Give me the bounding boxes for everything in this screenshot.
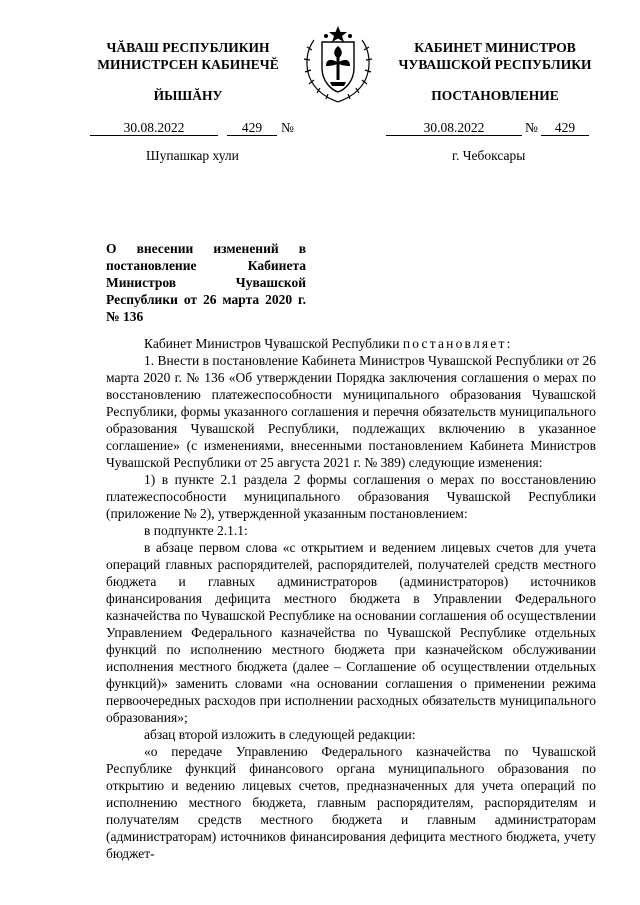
intro-verb: постановляет: [402,336,513,351]
paragraph-6: «о передаче Управлению Федерального казначейства по Чувашской Республике функций финансового органа муниципального образования по открытию и ведению лицевых счетов, предназначенных для учета операций по исполнению местного бюджета, главным распорядителям, распорядителям и получателям средств местного бюджета и главным администраторам (администраторам) источников финансирования дефицита местного бюджета, учету бюджет- [106,744,596,861]
paragraph-2: 1) в пункте 2.1 раздела 2 формы соглашения о мерах по восстановлению платежеспособности муниципального образования Чувашской Республики (приложение № 2), утвержденной указанным постановлением: [106,472,596,521]
paragraph-3: в подпункте 2.1.1: [144,523,248,538]
header-right-line2: ЧУВАШСКОЙ РЕСПУБЛИКИ [398,57,592,72]
header-right [380,39,610,73]
paragraph-1: 1. Внести в постановление Кабинета Министров Чувашской Республики от 26 марта 2020 г. № 136 «Об утверждении Порядка заключения соглашения о мерах по восстановлению платежеспособности муниципального образования Чувашской Республики, формы указанного соглашения и перечня обязательств муниципального образования Чувашской Республики, подлежащих включению в указанное соглашение» (с изменениями, внесенными постановлением Кабинета Министров Чувашской Республики от 25 августа 2021 г. № 389) следующие изменения: [106,353,596,470]
right-date: 30.08.2022 [386,120,522,136]
header-left-line1: ЧĂВАШ РЕСПУБЛИКИН [106,40,270,55]
document-type-left: ЙЫШĂНУ [153,88,223,103]
document-type-right: ПОСТАНОВЛЕНИЕ [431,88,559,103]
header-left [82,39,294,73]
intro-prefix: Кабинет Министров Чувашской Республики [144,336,403,351]
left-date: 30.08.2022 [90,120,218,136]
header-right-line1: КАБИНЕТ МИНИСТРОВ [414,40,576,55]
coat-of-arms-icon [300,20,376,104]
left-city: Шупашкар хули [146,148,239,163]
right-city: г. Чебоксары [452,148,526,163]
paragraph-5: абзац второй изложить в следующей редакции: [144,727,416,742]
left-number: 429 [227,120,277,136]
right-number: 429 [541,120,589,136]
intro-paragraph [106,335,596,352]
document-body [106,335,596,862]
paragraph-4: в абзаце первом слова «с открытием и ведением лицевых счетов для учета операций главных распорядителей, распорядителей, получателей средств местного бюджета и главных администраторов (администраторов) источников финансирования дефицита местного бюджета в Управлении Федерального казначейства по Чувашской Республике на основании соглашения об осуществлении Управлением Федерального казначейства по Чувашской Республике отдельных функций по исполнению местного бюджета при казначейском обслуживании исполнения местного бюджета (далее – Соглашение об осуществлении отдельных функций)» заменить словами «на основании соглашения о применении режима первоочередных расходов при исполнении расходных обязательств муниципального образования»; [106,540,596,725]
left-number-sign: № [281,120,294,135]
header-left-line2: МИНИСТРСЕН КАБИНЕЧĔ [97,57,279,72]
right-number-sign: № [525,120,538,135]
document-title: О внесении изменений в постановление Кабинета Министров Чувашской Республики от 26 марта 2020 г. № 136 [106,241,306,324]
